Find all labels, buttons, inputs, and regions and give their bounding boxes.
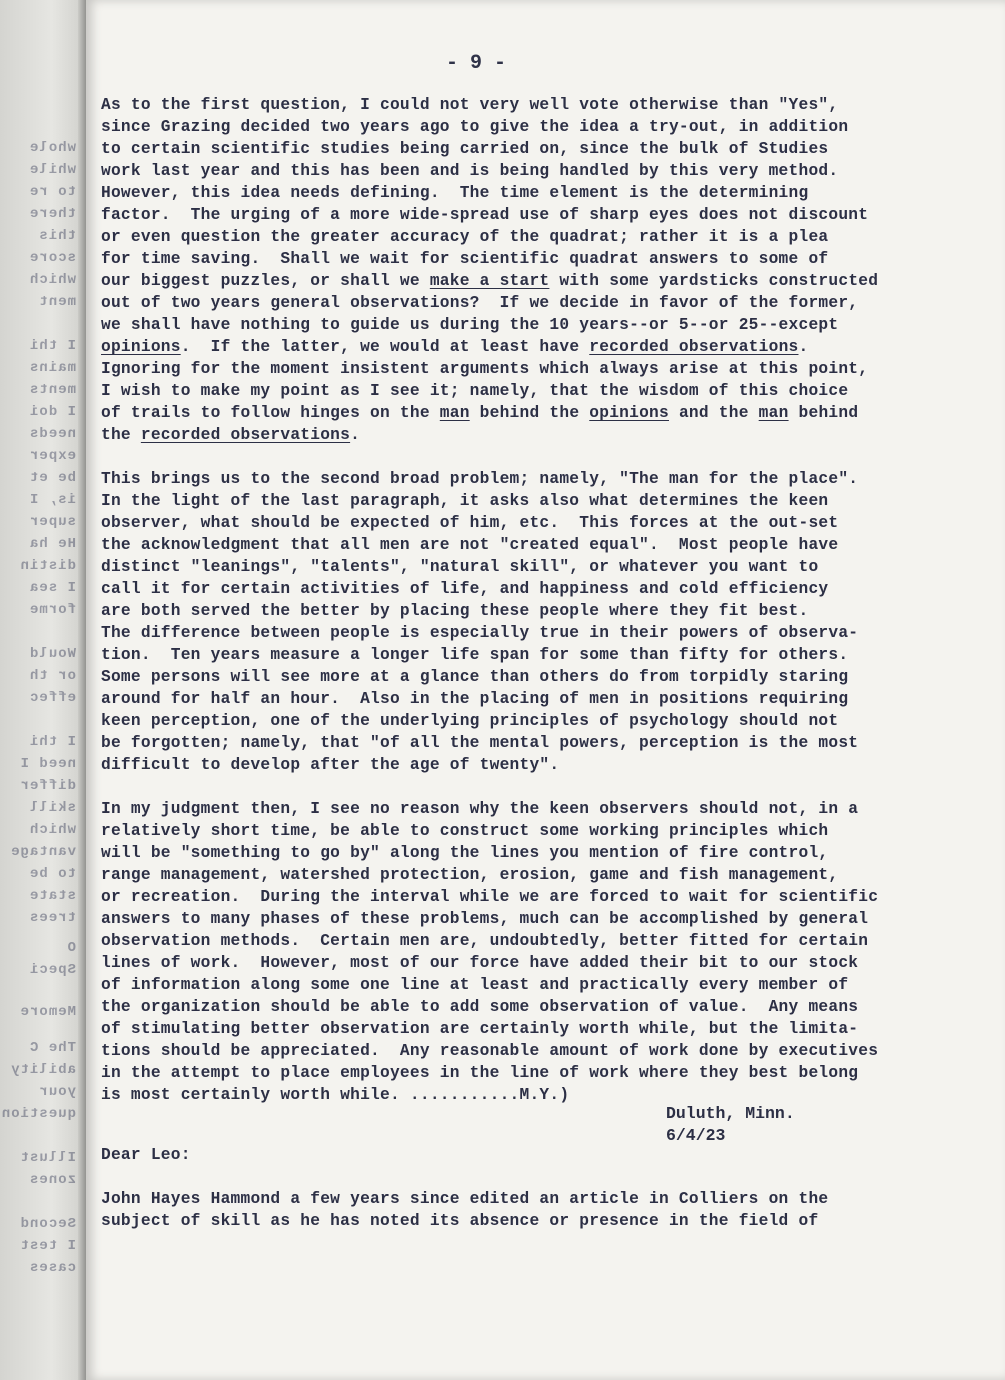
- body-line: of stimulating better observation are certainly worth while, but the limita-: [101, 1020, 859, 1038]
- bleed-through-line: differ: [19, 778, 76, 794]
- bleed-through-line: ability: [10, 1062, 76, 1078]
- bleed-through-line: while: [28, 162, 76, 178]
- bleed-through-line: score: [28, 250, 76, 266]
- bleed-through-line: Memore: [19, 1004, 76, 1020]
- bleed-through-line: The C: [28, 1040, 76, 1056]
- bleed-through-line: there: [28, 206, 76, 222]
- bleed-through-line: this: [38, 228, 76, 244]
- body-line: will be "something to go by" along the lines you mention of fire control,: [101, 844, 829, 862]
- body-line: tion. Ten years measure a longer life span for some than fifty for others.: [101, 646, 849, 664]
- body-line: range management, watershed protection, erosion, game and fish management,: [101, 866, 839, 884]
- bleed-through-line: forme: [28, 602, 76, 618]
- bleed-through-line: Would: [28, 646, 76, 662]
- opening-line: John Hayes Hammond a few years since edited an article in Colliers on the: [101, 1190, 829, 1208]
- body-line: of information along some one line at least and practically every member of: [101, 976, 849, 994]
- binding-gutter: [0, 0, 86, 1380]
- body-line: be forgotten; namely, that "of all the mental powers, perception is the most: [101, 734, 859, 752]
- body-line: or recreation. During the interval while we are forced to wait for scientific: [101, 888, 879, 906]
- salutation: Dear Leo:: [101, 1146, 191, 1164]
- letter-place: Duluth, Minn.: [666, 1104, 795, 1123]
- body-line: keen perception, one of the underlying principles of psychology should not: [101, 712, 839, 730]
- body-line: relatively short time, be able to construct some working principles which: [101, 822, 829, 840]
- body-line: answers to many phases of these problems, much can be accomplished by general: [101, 910, 869, 928]
- bleed-through-line: ment: [38, 294, 76, 310]
- bleed-through-line: needs: [28, 426, 76, 442]
- body-line: in the attempt to place employees in the line of work where they best belong: [101, 1064, 859, 1082]
- letter-date: 6/4/23: [666, 1126, 726, 1145]
- body-line: I wish to make my point as I see it; namely, that the wisdom of this choice: [101, 382, 849, 400]
- page-number: - 9 -: [446, 52, 507, 75]
- body-line: observation methods. Certain men are, undoubtedly, better fitted for certain: [101, 932, 869, 950]
- body-line: tions should be appreciated. Any reasonable amount of work done by executives: [101, 1042, 879, 1060]
- bleed-through-line: He ha: [28, 536, 76, 552]
- body-line: However, this idea needs defining. The time element is the determining: [101, 184, 809, 202]
- body-line: observer, what should be expected of him, etc. This forces at the out-set: [101, 514, 839, 532]
- bleed-through-line: trees: [28, 910, 76, 926]
- bleed-through-line: to be: [28, 866, 76, 882]
- bleed-through-line: Second: [19, 1216, 76, 1232]
- body-line: the acknowledgment that all men are not "created equal". Most people have: [101, 536, 839, 554]
- body-line: the organization should be able to add some observation of value. Any means: [101, 998, 859, 1016]
- body-line: This brings us to the second broad problem; namely, "The man for the place".: [101, 470, 859, 488]
- body-line: our biggest puzzles, or shall we make a start with some yardsticks constructed: [101, 272, 879, 290]
- body-line: to certain scientific studies being carried on, since the bulk of Studies: [101, 140, 829, 158]
- bleed-through-line: I doi: [28, 404, 76, 420]
- body-line: we shall have nothing to guide us during the 10 years--or 5--or 25--except: [101, 316, 839, 334]
- bleed-through-line: or th: [28, 668, 76, 684]
- bleed-through-line: vantage: [10, 844, 76, 860]
- body-line: factor. The urging of a more wide-spread use of sharp eyes does not discount: [101, 206, 869, 224]
- body-line: lines of work. However, most of our force have added their bit to our stock: [101, 954, 859, 972]
- bleed-through-line: exper: [28, 448, 76, 464]
- body-line: or even question the greater accuracy of the quadrat; rather it is a plea: [101, 228, 829, 246]
- body-line: The difference between people is especially true in their powers of observa-: [101, 624, 859, 642]
- body-line: for time saving. Shall we wait for scientific quadrat answers to some of: [101, 250, 829, 268]
- bleed-through-line: need I: [19, 756, 76, 772]
- body-line: In the light of the last paragraph, it asks also what determines the keen: [101, 492, 829, 510]
- opening-line: subject of skill as he has noted its absence or presence in the field of: [101, 1212, 819, 1230]
- bleed-through-line: I sea: [28, 580, 76, 596]
- body-line: around for half an hour. Also in the placing of men in positions requiring: [101, 690, 849, 708]
- body-line: call it for certain activities of life, and happiness and cold efficiency: [101, 580, 829, 598]
- bleed-through-line: your: [38, 1084, 76, 1100]
- body-line: since Grazing decided two years ago to give the idea a try-out, in addition: [101, 118, 849, 136]
- bleed-through-line: zones: [28, 1172, 76, 1188]
- bleed-through-line: Speci: [28, 962, 76, 978]
- bleed-through-line: which: [28, 272, 76, 288]
- bleed-through-line: be et: [28, 470, 76, 486]
- bleed-through-line: whole: [28, 140, 76, 156]
- bleed-through-line: mains: [28, 360, 76, 376]
- bleed-through-line: distin: [19, 558, 76, 574]
- bleed-through-line: question: [0, 1106, 76, 1122]
- bleed-through-line: I thi: [28, 338, 76, 354]
- body-line: As to the first question, I could not very well vote otherwise than "Yes",: [101, 96, 839, 114]
- body-line: In my judgment then, I see no reason why the keen observers should not, in a: [101, 800, 859, 818]
- bleed-through-line: I thi: [28, 734, 76, 750]
- body-line: of trails to follow hinges on the man behind the opinions and the man behind: [101, 404, 859, 422]
- body-line: work last year and this has been and is being handled by this very method.: [101, 162, 839, 180]
- bleed-through-line: to re: [28, 184, 76, 200]
- body-line: difficult to develop after the age of twenty".: [101, 756, 560, 774]
- body-line: out of two years general observations? If we decide in favor of the former,: [101, 294, 859, 312]
- bleed-through-line: is, I: [28, 492, 76, 508]
- body-line: are both served the better by placing these people where they fit best.: [101, 602, 809, 620]
- body-line: the recorded observations.: [101, 426, 361, 444]
- bleed-through-line: skill: [28, 800, 76, 816]
- bleed-through-line: Illust: [19, 1150, 76, 1166]
- body-line: is most certainly worth while. ...........M.Y.): [101, 1086, 570, 1104]
- body-line: opinions. If the latter, we would at least have recorded observations.: [101, 338, 809, 356]
- bleed-through-line: cases: [28, 1260, 76, 1276]
- bleed-through-line: which: [28, 822, 76, 838]
- body-line: distinct "leanings", "talents", "natural skill", or whatever you want to: [101, 558, 819, 576]
- bleed-through-line: I test: [19, 1238, 76, 1254]
- bleed-through-line: ments: [28, 382, 76, 398]
- body-line: Ignoring for the moment insistent arguments which always arise at this point,: [101, 360, 869, 378]
- bleed-through-line: O: [66, 940, 76, 956]
- bleed-through-line: effec: [28, 690, 76, 706]
- body-line: Some persons will see more at a glance than others do from torpidly staring: [101, 668, 849, 686]
- bleed-through-line: state: [28, 888, 76, 904]
- gutter-shadow: [78, 0, 86, 1380]
- bleed-through-line: super: [28, 514, 76, 530]
